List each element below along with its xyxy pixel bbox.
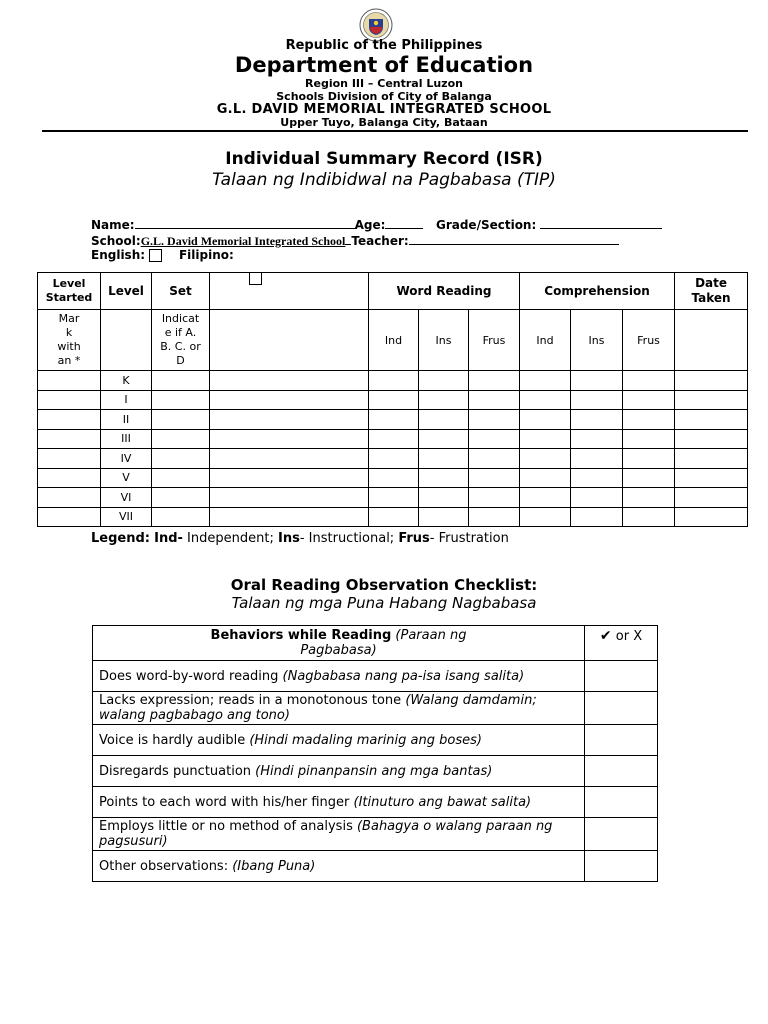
isr-entry-cell[interactable] [571,429,623,449]
isr-entry-cell[interactable] [152,371,210,391]
level-cell: II [101,410,152,430]
isr-level-row [38,429,748,449]
blank-subcell [210,310,369,371]
isr-entry-cell[interactable] [152,449,210,469]
isr-entry-cell[interactable] [675,390,748,410]
word-ind-header: Ind [369,310,419,371]
info-line-school [91,232,619,249]
page-title: Individual Summary Record (ISR) [225,149,543,169]
isr-entry-cell[interactable] [210,390,369,410]
isr-entry-cell[interactable] [419,390,469,410]
level-cell: V [101,468,152,488]
isr-level-row [38,488,748,508]
isr-entry-cell[interactable] [520,390,571,410]
behavior-text: Disregards punctuation [99,763,252,779]
isr-entry-cell[interactable] [571,410,623,430]
isr-entry-cell[interactable] [419,449,469,469]
header-school: G.L. DAVID MEMORIAL INTEGRATED SCHOOL [216,102,552,117]
level-subcell [101,310,152,371]
checklist-body [93,661,658,882]
level-cell: VI [101,488,152,508]
isr-entry-cell[interactable] [571,507,623,527]
isr-entry-cell[interactable] [210,371,369,391]
isr-entry-cell[interactable] [623,468,675,488]
isr-entry-cell[interactable] [419,507,469,527]
isr-entry-cell[interactable] [571,449,623,469]
indicate-note: Indicat e if A. B. C. or D [152,310,210,371]
isr-entry-cell[interactable] [469,371,520,391]
word-frus-header: Frus [469,310,520,371]
word-reading-header: Word Reading [369,273,520,310]
legend-ins-text: - Instructional; [299,531,395,546]
isr-entry-cell[interactable] [623,449,675,469]
behavior-translation: (Hindi madaling marinig ang boses) [249,732,482,748]
behavior-cell [93,661,585,692]
name-label: Name: [91,218,135,232]
isr-entry-cell[interactable] [369,371,419,391]
age-label: Age: [354,218,386,232]
checklist-row [93,787,658,818]
level-cell: K [101,371,152,391]
level-started-header: Level Started [38,273,101,310]
isr-entry-cell[interactable] [369,468,419,488]
checklist-row [93,725,658,756]
grade-field[interactable] [540,216,662,229]
isr-entry-cell[interactable] [675,507,748,527]
isr-level-row [38,507,748,527]
english-checkbox[interactable] [149,249,162,262]
comp-ind-header: Ind [520,310,571,371]
isr-entry-cell[interactable] [369,410,419,430]
mark-cell[interactable] [585,818,658,851]
isr-entry-cell[interactable] [369,449,419,469]
comprehension-header: Comprehension [520,273,675,310]
comp-ins-header: Ins [571,310,623,371]
behavior-text: Voice is hardly audible [99,732,246,748]
isr-entry-cell[interactable] [469,410,520,430]
word-ins-header: Ins [419,310,469,371]
info-line-language [91,248,234,262]
legend-frus: Frus [398,531,430,546]
name-field[interactable] [135,216,355,229]
isr-entry-cell[interactable] [623,390,675,410]
header-department: Department of Education [234,53,534,77]
behavior-text: Lacks expression; reads in a monotonous tone [99,693,402,708]
mark-cell[interactable] [585,661,658,692]
isr-entry-cell[interactable] [571,468,623,488]
age-field[interactable] [385,216,423,229]
isr-entry-cell[interactable] [419,410,469,430]
mark-cell[interactable] [585,851,658,882]
isr-entry-cell[interactable] [38,507,101,527]
isr-entry-cell[interactable] [38,429,101,449]
isr-entry-cell[interactable] [520,429,571,449]
isr-entry-cell[interactable] [210,429,369,449]
isr-level-row [38,371,748,391]
behavior-text: Does word-by-word reading [99,668,279,684]
level-cell: III [101,429,152,449]
isr-entry-cell[interactable] [623,507,675,527]
level-cell: VII [101,507,152,527]
behaviors-header [93,626,585,661]
comp-frus-header: Frus [623,310,675,371]
isr-entry-cell[interactable] [520,507,571,527]
isr-entry-cell[interactable] [520,410,571,430]
header-divider [42,130,748,132]
teacher-field[interactable] [409,232,619,245]
isr-entry-cell[interactable] [520,488,571,508]
isr-entry-cell[interactable] [469,429,520,449]
isr-entry-cell[interactable] [38,390,101,410]
isr-entry-cell[interactable] [152,390,210,410]
behavior-translation: (Hindi pinanpansin ang mga bantas) [255,763,493,779]
school-value: G.L. David Memorial Integrated School [140,234,346,248]
legend-label: Legend: [91,531,150,546]
checklist-title: Oral Reading Observation Checklist: [230,576,538,594]
isr-entry-cell[interactable] [469,390,520,410]
isr-entry-cell[interactable] [369,390,419,410]
checklist-row [93,818,658,851]
behavior-cell [93,818,585,851]
behavior-translation: (Walang damdamin; walang pagbabago ang tono) [99,693,537,723]
grade-label: Grade/Section: [435,218,537,232]
teacher-label: Teacher: [351,234,409,248]
behavior-text: Employs little or no method of analysis [99,819,353,834]
mark-cell[interactable] [585,725,658,756]
checklist-row [93,756,658,787]
isr-entry-cell[interactable] [571,371,623,391]
isr-entry-cell[interactable] [419,371,469,391]
isr-entry-cell[interactable] [520,371,571,391]
behavior-cell [93,756,585,787]
isr-entry-cell[interactable] [419,488,469,508]
legend-frus-text: - Frustration [429,531,509,546]
legend-ind-text: Independent; [182,531,274,546]
isr-entry-cell[interactable] [520,449,571,469]
behavior-translation: (Itinuturo ang bawat salita) [353,794,532,810]
header-region: Region III – Central Luzon [305,77,463,90]
isr-entry-cell[interactable] [469,449,520,469]
isr-entry-cell[interactable] [38,468,101,488]
isr-entry-cell[interactable] [469,507,520,527]
checklist-table [92,625,658,882]
isr-level-row [38,410,748,430]
isr-entry-cell[interactable] [571,488,623,508]
isr-entry-cell[interactable] [419,468,469,488]
mark-cell[interactable] [585,787,658,818]
isr-entry-cell[interactable] [623,371,675,391]
checklist-header-row [93,626,658,661]
isr-level-row [38,390,748,410]
checklist-row [93,692,658,725]
behaviors-header-bold: Behaviors while Reading [210,628,392,643]
mark-cell[interactable] [585,756,658,787]
isr-header-row [38,273,748,310]
isr-entry-cell[interactable] [469,468,520,488]
isr-entry-cell[interactable] [152,507,210,527]
behavior-text: Other observations: [99,858,229,874]
mark-header [585,626,658,661]
legend-ins: Ins [277,531,300,546]
isr-entry-cell[interactable] [675,449,748,469]
behavior-translation: (Ibang Puna) [232,858,316,874]
isr-entry-cell[interactable] [210,488,369,508]
isr-entry-cell[interactable] [210,507,369,527]
level-header: Level [101,273,152,310]
checklist-row [93,851,658,882]
legend-ind: Ind- [154,531,183,546]
isr-entry-cell[interactable] [210,449,369,469]
isr-entry-cell[interactable] [152,429,210,449]
page-subtitle: Talaan ng Indibidwal na Pagbabasa (TIP) [212,170,556,190]
isr-entry-cell[interactable] [369,507,419,527]
isr-subheader-row [38,310,748,371]
date-taken-header: Date Taken [675,273,748,310]
info-line-name [91,216,662,232]
behavior-cell [93,851,585,882]
header-republic: Republic of the Philippines [285,38,483,53]
isr-entry-cell[interactable] [419,429,469,449]
isr-entry-cell[interactable] [152,488,210,508]
date-subcell [675,310,748,371]
isr-entry-cell[interactable] [152,410,210,430]
level-cell: IV [101,449,152,469]
isr-entry-cell[interactable] [38,371,101,391]
level-cell: I [101,390,152,410]
isr-table [37,272,748,527]
checklist-subtitle: Talaan ng mga Puna Habang Nagbabasa [231,594,537,612]
behavior-translation: (Nagbabasa nang pa-isa isang salita) [282,668,525,684]
mark-header-text: or X [615,629,643,644]
behavior-translation: (Bahagya o walang paraan ng pagsusuri) [99,819,553,849]
isr-body [38,371,748,527]
isr-entry-cell[interactable] [675,488,748,508]
behaviors-header-italic: (Paraan ng Pagbabasa) [300,628,467,658]
mark-cell[interactable] [585,692,658,725]
isr-entry-cell[interactable] [369,488,419,508]
isr-entry-cell[interactable] [623,488,675,508]
legend [91,531,509,546]
checkmark-icon: ✔ [599,628,612,644]
header-division: Schools Division of City of Balanga [276,90,492,103]
isr-entry-cell[interactable] [623,410,675,430]
isr-entry-cell[interactable] [675,410,748,430]
filipino-label: Filipino: [178,248,234,262]
isr-entry-cell[interactable] [675,429,748,449]
school-label: School: [91,234,141,248]
isr-entry-cell[interactable] [520,468,571,488]
behavior-cell [93,787,585,818]
isr-entry-cell[interactable] [152,468,210,488]
isr-level-row [38,449,748,469]
header-address: Upper Tuyo, Balanga City, Bataan [280,116,488,129]
isr-level-row [38,468,748,488]
behavior-cell [93,692,585,725]
isr-entry-cell[interactable] [38,449,101,469]
isr-entry-cell[interactable] [571,390,623,410]
isr-entry-cell[interactable] [38,488,101,508]
behavior-text: Points to each word with his/her finger [99,794,350,810]
checklist-row [93,661,658,692]
isr-entry-cell[interactable] [210,410,369,430]
isr-entry-cell[interactable] [675,468,748,488]
isr-entry-cell[interactable] [38,410,101,430]
deped-seal-icon [359,8,393,42]
isr-entry-cell[interactable] [675,371,748,391]
isr-entry-cell[interactable] [210,468,369,488]
isr-entry-cell[interactable] [469,488,520,508]
isr-entry-cell[interactable] [369,429,419,449]
english-label: English: [91,248,146,262]
mark-note: Mar k with an * [38,310,101,371]
isr-entry-cell[interactable] [623,429,675,449]
behavior-cell [93,725,585,756]
blank-header [210,273,369,310]
set-header: Set [152,273,210,310]
